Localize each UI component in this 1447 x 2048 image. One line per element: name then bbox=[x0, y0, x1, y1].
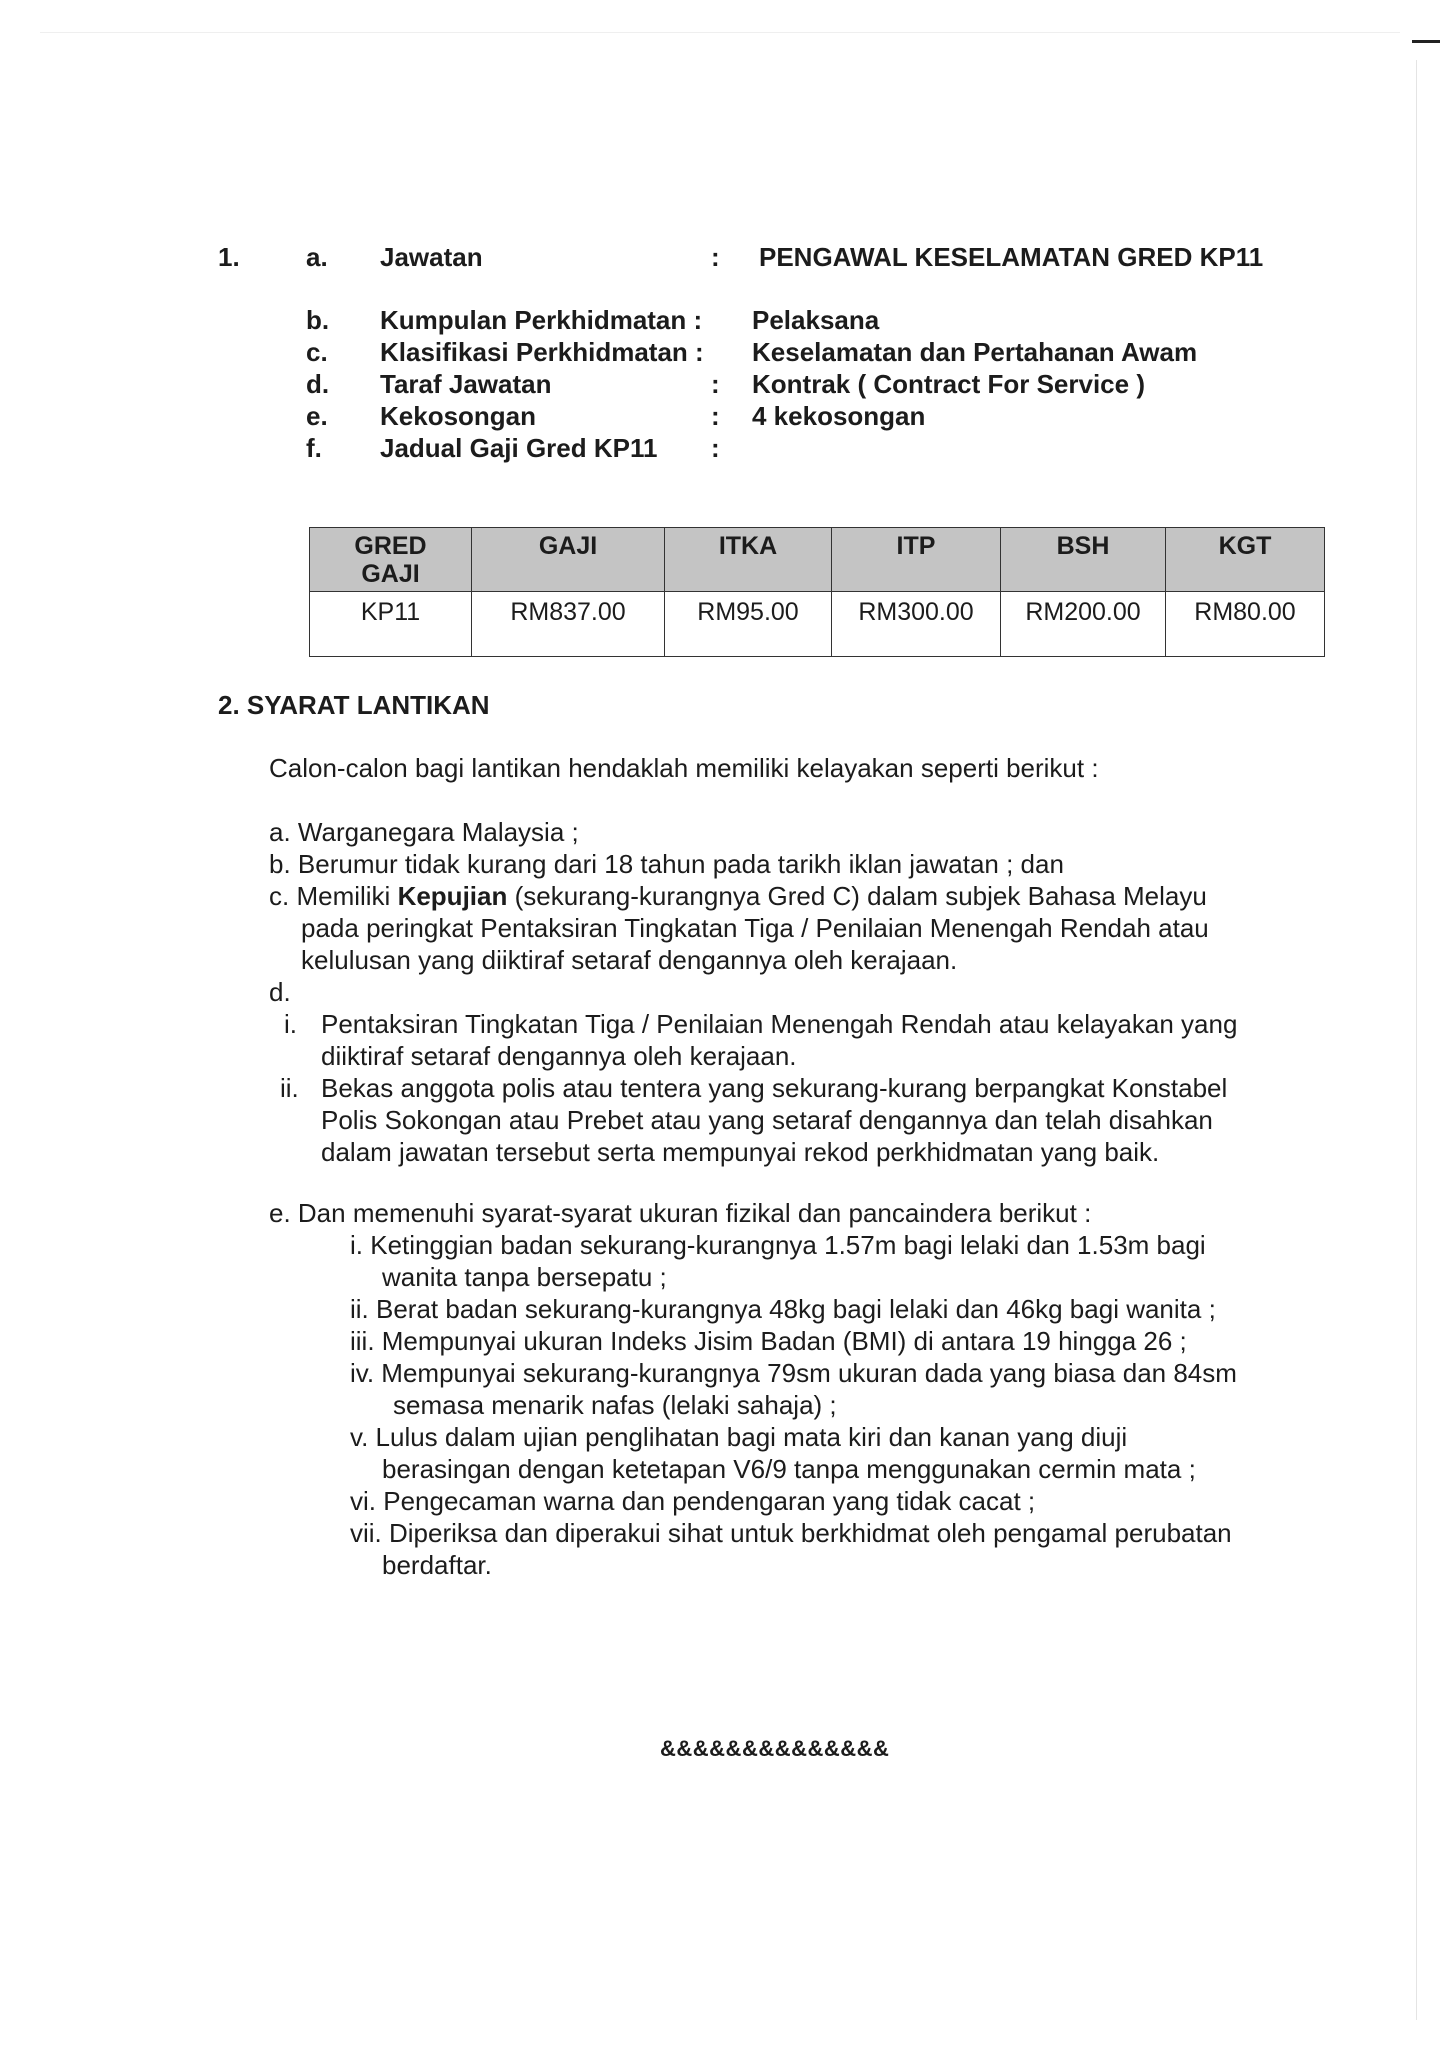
item-b-value: Pelaksana bbox=[752, 305, 880, 335]
req-c-line2: pada peringkat Pentaksiran Tingkatan Tiga / Penilaian Menengah Rendah atau bbox=[301, 913, 1209, 943]
req-e-i-line2: wanita tanpa bersepatu ; bbox=[382, 1262, 667, 1292]
cell-kgt: RM80.00 bbox=[1166, 592, 1325, 657]
req-c-suffix: (sekurang-kurangnya Gred C) dalam subjek Bahasa Melayu bbox=[507, 881, 1207, 911]
item-f-label: Jadual Gaji Gred KP11 bbox=[380, 433, 658, 463]
cell-bsh: RM200.00 bbox=[1001, 592, 1166, 657]
req-d-i-num: i. bbox=[284, 1009, 297, 1039]
item-b-letter: b. bbox=[306, 305, 330, 335]
cell-itp: RM300.00 bbox=[832, 592, 1001, 657]
req-b: b. Berumur tidak kurang dari 18 tahun pada tarikh iklan jawatan ; dan bbox=[269, 849, 1064, 879]
req-e-iv-line2: semasa menarik nafas (lelaki sahaja) ; bbox=[393, 1390, 837, 1420]
req-c-prefix: c. Memiliki bbox=[269, 881, 398, 911]
item-e-label: Kekosongan bbox=[380, 401, 537, 431]
footer-ampersands: &&&&&&&&&&&&&& bbox=[660, 1736, 890, 1761]
cell-gaji: RM837.00 bbox=[472, 592, 665, 657]
item-a-value: PENGAWAL KESELAMATAN GRED KP11 bbox=[759, 242, 1264, 272]
req-e-iii: iii. Mempunyai ukuran Indeks Jisim Badan (BMI) di antara 19 hingga 26 ; bbox=[350, 1326, 1187, 1356]
header-gred-gaji bbox=[310, 528, 472, 592]
cell-gred: KP11 bbox=[310, 592, 472, 657]
item-f-letter: f. bbox=[306, 433, 322, 463]
item-d-colon: : bbox=[711, 369, 720, 399]
header-itka: ITKA bbox=[665, 528, 832, 592]
item-c-value: Keselamatan dan Pertahanan Awam bbox=[752, 337, 1198, 367]
req-e-vii-line2: berdaftar. bbox=[382, 1550, 492, 1580]
scan-top-edge bbox=[40, 32, 1400, 33]
item-f-colon: : bbox=[711, 433, 720, 463]
header-bsh: BSH bbox=[1001, 528, 1166, 592]
req-d-ii-num: ii. bbox=[280, 1073, 299, 1103]
header-gaji: GAJI bbox=[472, 528, 665, 592]
item-e-value: 4 kekosongan bbox=[752, 401, 926, 431]
header-itp: ITP bbox=[832, 528, 1001, 592]
req-a: a. Warganegara Malaysia ; bbox=[269, 817, 579, 847]
req-e-vii-line1: vii. Diperiksa dan diperakui sihat untuk berkhidmat oleh pengamal perubatan bbox=[350, 1518, 1232, 1548]
req-c-bold: Kepujian bbox=[397, 881, 508, 911]
section2-heading: 2. SYARAT LANTIKAN bbox=[218, 690, 490, 720]
item-b-label: Kumpulan Perkhidmatan : bbox=[380, 305, 703, 335]
cell-itka: RM95.00 bbox=[665, 592, 832, 657]
req-c-line3: kelulusan yang diiktiraf setaraf dengannya oleh kerajaan. bbox=[301, 945, 958, 975]
header-kgt: KGT bbox=[1166, 528, 1325, 592]
item-e-letter: e. bbox=[306, 401, 328, 431]
req-e-v-line1: v. Lulus dalam ujian penglihatan bagi mata kiri dan kanan yang diuji bbox=[350, 1422, 1128, 1452]
item-d-value: Kontrak ( Contract For Service ) bbox=[752, 369, 1145, 399]
req-e-v-line2: berasingan dengan ketetapan V6/9 tanpa menggunakan cermin mata ; bbox=[382, 1454, 1196, 1484]
req-d-ii-line3: dalam jawatan tersebut serta mempunyai rekod perkhidmatan yang baik. bbox=[321, 1137, 1160, 1167]
item-a-letter: a. bbox=[306, 242, 328, 272]
req-e-iv-line1: iv. Mempunyai sekurang-kurangnya 79sm ukuran dada yang biasa dan 84sm bbox=[350, 1358, 1237, 1388]
req-e-i-line1: i. Ketinggian badan sekurang-kurangnya 1.57m bagi lelaki dan 1.53m bagi bbox=[350, 1230, 1206, 1260]
req-d-i-line1: Pentaksiran Tingkatan Tiga / Penilaian Menengah Rendah atau kelayakan yang bbox=[321, 1009, 1238, 1039]
req-c-line1 bbox=[269, 881, 1207, 911]
req-e-ii: ii. Berat badan sekurang-kurangnya 48kg bagi lelaki dan 46kg bagi wanita ; bbox=[350, 1294, 1216, 1324]
req-d-ii-line2: Polis Sokongan atau Prebet atau yang setaraf dengannya dan telah disahkan bbox=[321, 1105, 1213, 1135]
section2-intro: Calon-calon bagi lantikan hendaklah memiliki kelayakan seperti berikut : bbox=[269, 753, 1099, 783]
table-row bbox=[310, 592, 1325, 657]
req-d: d. bbox=[269, 977, 291, 1007]
salary-table-header-row bbox=[310, 528, 1325, 592]
req-e-vi: vi. Pengecaman warna dan pendengaran yang tidak cacat ; bbox=[350, 1486, 1036, 1516]
section1-number: 1. bbox=[218, 242, 240, 272]
item-a-label: Jawatan bbox=[380, 242, 483, 272]
item-d-letter: d. bbox=[306, 369, 330, 399]
req-d-ii-line1: Bekas anggota polis atau tentera yang sekurang-kurang berpangkat Konstabel bbox=[321, 1073, 1228, 1103]
scan-edge-mark bbox=[1412, 40, 1440, 43]
item-c-label: Klasifikasi Perkhidmatan : bbox=[380, 337, 704, 367]
item-a-colon: : bbox=[711, 242, 720, 272]
salary-table bbox=[309, 527, 1325, 657]
req-e: e. Dan memenuhi syarat-syarat ukuran fizikal dan pancaindera berikut : bbox=[269, 1198, 1092, 1228]
header-gred-line2: GAJI bbox=[361, 560, 420, 588]
item-c-letter: c. bbox=[306, 337, 328, 367]
req-d-i-line2: diiktiraf setaraf dengannya oleh kerajaan. bbox=[321, 1041, 797, 1071]
item-e-colon: : bbox=[711, 401, 720, 431]
header-gred-line1: GRED bbox=[354, 532, 427, 560]
item-d-label: Taraf Jawatan bbox=[380, 369, 552, 399]
scan-right-edge bbox=[1416, 60, 1417, 2020]
